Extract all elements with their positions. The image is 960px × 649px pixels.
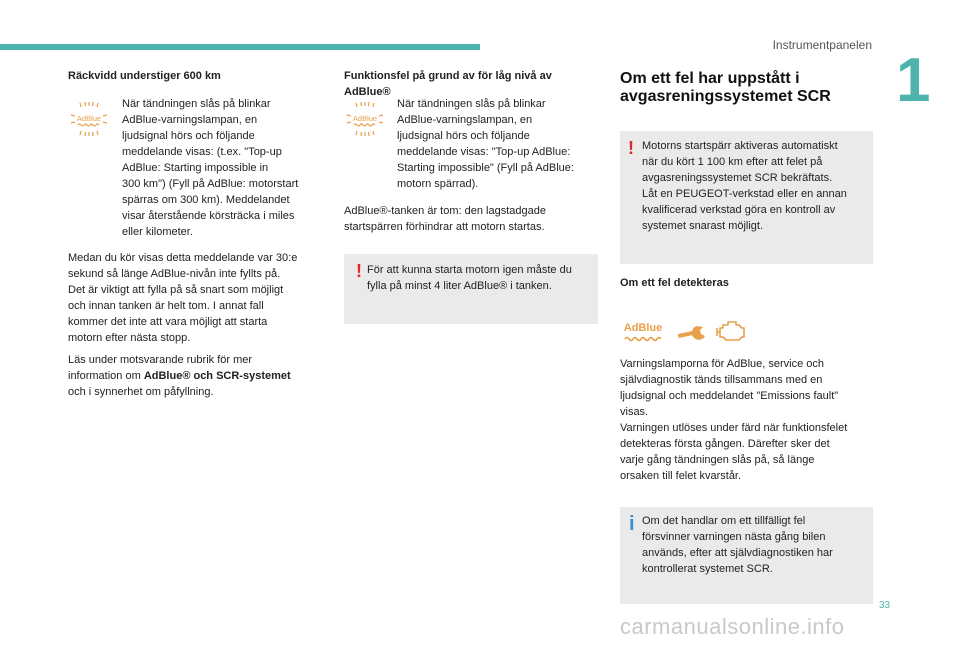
text-line: Om det handlar om ett tillfälligt fel: [642, 515, 806, 527]
text-line: Motorns startspärr aktiveras automatiskt: [642, 140, 838, 152]
text-line: spärras om 300 km). Meddelandet: [122, 194, 290, 206]
text-line: AdBlue: Starting impossible in: [122, 162, 269, 174]
text-line: meddelande visas: (t.ex. "Top-up: [122, 146, 282, 158]
text-line: AdBlue-varningslampan, en: [122, 114, 258, 126]
heading-line: Funktionsfel på grund av för låg nivå av: [344, 70, 552, 82]
note-text: [642, 513, 870, 577]
text-line: motorn efter nästa stopp.: [68, 332, 191, 344]
col2-warning-text: [397, 96, 597, 192]
text-line: Medan du kör visas detta meddelande var 30:e: [68, 252, 298, 264]
text-line: När tändningen slås på blinkar: [122, 98, 271, 110]
text-line: meddelande visas: "Top-up AdBlue:: [397, 146, 571, 158]
note-text: [642, 138, 870, 234]
col1-paragraph-1: [68, 250, 330, 346]
text-line: startspärren förhindrar att motorn startas.: [344, 221, 545, 233]
text-line: 300 km") (Fyll på AdBlue: motorstart: [122, 178, 299, 190]
page-number: 33: [879, 600, 891, 611]
text-line: varje gång tändningen slås på, så länge: [620, 454, 815, 466]
col3-subheading: [620, 275, 870, 291]
adblue-scr-reference: AdBlue® och SCR-systemet: [143, 370, 291, 382]
text-line: kommer det inte att vara möjligt att starta: [68, 316, 268, 328]
text-line: visar återstående körsträcka i miles: [122, 210, 295, 222]
text-line: Varningen utlöses under färd när funktionsfelet: [620, 422, 848, 434]
text-line: visas.: [620, 406, 649, 418]
chapter-number: 1: [896, 46, 931, 115]
col2-warning-note: [344, 254, 598, 324]
text-line: sekund så länge AdBlue-nivån inte fyllts på.: [68, 268, 281, 280]
adblue-warning-icon: [68, 101, 110, 137]
text-line: orsaken till felet kvarstår.: [620, 470, 742, 482]
text-line: Varningslamporna för AdBlue, service och: [620, 358, 825, 370]
col3-heading: [620, 70, 880, 106]
text-line: försvinner varningen nästa gång bilen: [642, 531, 826, 543]
warning-exclamation-icon: !: [628, 138, 634, 158]
col1-warning-text: [122, 96, 332, 240]
text-line: och innan tanken är helt tom. I annat fall: [68, 300, 264, 312]
text-line: Läs under motsvarande rubrik för mer: [68, 354, 253, 366]
text-line: Låt en PEUGEOT-verkstad eller en annan: [642, 188, 847, 200]
col1-heading: Räckvidd understiger 600 km: [68, 70, 221, 82]
text-line: Det är viktigt att fylla på så snart som möjligt: [68, 284, 284, 296]
text-line: eller kilometer.: [122, 226, 193, 238]
adblue-warning-icon: [344, 101, 386, 137]
info-icon: i: [629, 513, 635, 535]
text-line: När tändningen slås på blinkar: [397, 98, 546, 110]
text-line: används, efter att självdiagnostiken har: [642, 547, 833, 559]
text-line: ljudsignal hörs och följande: [397, 130, 530, 142]
text-line: systemet snarast möjligt.: [642, 220, 764, 232]
heading-line: Om ett fel har uppstått i: [620, 70, 800, 87]
col2-paragraph: [344, 203, 596, 235]
adblue-warning-icon-text: AdBlue: [76, 114, 102, 123]
text-line: [68, 368, 330, 384]
text-line: självdiagnostik tänds tillsammans med en: [620, 374, 823, 386]
subheading-text: Om ett fel detekteras: [620, 277, 729, 289]
header-accent-bar: [0, 44, 480, 50]
text-line: AdBlue-varningslampan, en: [397, 114, 533, 126]
section-title: Instrumentpanelen: [772, 38, 872, 52]
text-line: För att kunna starta motorn igen måste du: [367, 264, 572, 276]
text-line: kvalificerad verkstad göra en kontroll av: [642, 204, 836, 216]
text-line: detekteras första gången. Därefter sker det: [620, 438, 830, 450]
watermark: carmanualsonline.info: [620, 614, 845, 639]
col3-warning-note: [620, 131, 873, 264]
adblue-icon: [621, 318, 665, 344]
col3-paragraph: [620, 356, 882, 484]
text-line: Starting impossible" (Fyll på AdBlue:: [397, 162, 574, 174]
engine-icon: [716, 316, 748, 344]
text-line: avgasreningssystemet SCR bekräftats.: [642, 172, 833, 184]
heading-line: AdBlue®: [344, 86, 391, 98]
text-line: AdBlue®-tanken är tom: den lagstadgade: [344, 205, 546, 217]
text-line: när du kört 1 100 km efter att felet på: [642, 156, 823, 168]
adblue-warning-icon-text: AdBlue: [352, 114, 378, 123]
wrench-icon: [676, 320, 710, 342]
col3-info-note: [620, 507, 873, 604]
column-1: [68, 68, 330, 84]
text-line: och i synnerhet om påfyllning.: [68, 386, 214, 398]
text-line-start: information om: [68, 370, 144, 382]
text-line: kontrollerat systemet SCR.: [642, 563, 773, 575]
text-line: ljudsignal och meddelandet "Emissions fault": [620, 390, 839, 402]
warning-exclamation-icon: !: [356, 261, 362, 281]
text-line: motorn spärrad).: [397, 178, 479, 190]
text-line: ljudsignal hörs och följande: [122, 130, 255, 142]
adblue-icon-text: AdBlue: [623, 322, 663, 334]
col1-paragraph-2: [68, 352, 330, 400]
text-line: fylla på minst 4 liter AdBlue® i tanken.: [367, 280, 552, 292]
heading-line: avgasreningssystemet SCR: [620, 88, 831, 105]
note-text: [367, 262, 595, 294]
